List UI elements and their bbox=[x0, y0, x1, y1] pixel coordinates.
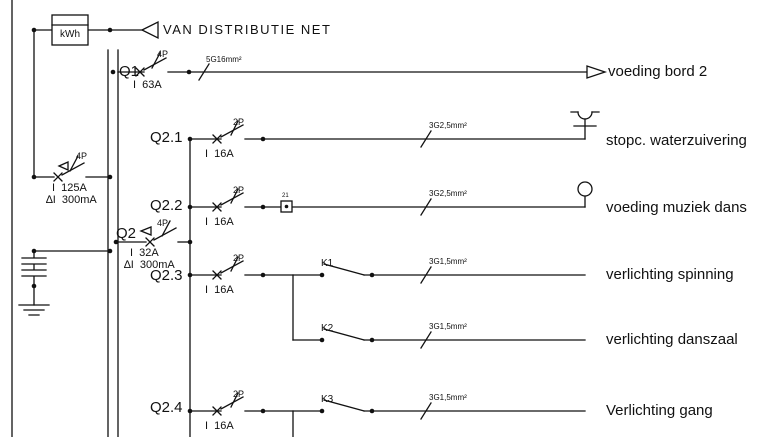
q22-cable-label: 3G2,5mm² bbox=[429, 189, 467, 198]
k3-cable-label: 3G1,5mm² bbox=[429, 393, 467, 402]
k1-cable-label: 3G1,5mm² bbox=[429, 257, 467, 266]
incoming-arrow-icon bbox=[142, 22, 158, 38]
q22-current: I 16A bbox=[205, 216, 234, 228]
socket-outlet-icon bbox=[571, 112, 599, 139]
q2-id: Q2 bbox=[116, 225, 137, 242]
k3-contactor-symbol bbox=[324, 400, 585, 419]
q24-poles: 2P bbox=[233, 389, 245, 399]
k2-id: K2 bbox=[321, 323, 334, 334]
q22-poles: 2P bbox=[233, 185, 245, 195]
q1-cable-label: 5G16mm² bbox=[206, 55, 242, 64]
k1-id: K1 bbox=[321, 258, 334, 269]
k3-id: K3 bbox=[321, 394, 334, 405]
q21-dest-label: stopc. waterzuivering bbox=[606, 132, 747, 149]
q2-diff: ∆I 300mA bbox=[124, 259, 175, 271]
kwh-meter-label: kWh bbox=[60, 29, 80, 40]
q2-poles: 4P bbox=[157, 218, 169, 228]
q21-poles: 2P bbox=[233, 117, 245, 127]
earth-branch bbox=[19, 251, 108, 315]
main-rcd-current: I 125A bbox=[52, 182, 87, 194]
main-rcd-diff: ∆I 300mA bbox=[46, 194, 97, 206]
q1-dest-label: voeding bord 2 bbox=[608, 63, 708, 80]
main-rcd-poles: 4P bbox=[76, 151, 88, 161]
q22-breaker-symbol bbox=[190, 189, 585, 215]
q1-dest-arrow-icon bbox=[587, 66, 605, 78]
q2-current: I 32A bbox=[130, 247, 159, 259]
q24-current: I 16A bbox=[205, 420, 234, 432]
q23-current: I 16A bbox=[205, 284, 234, 296]
junction-dots bbox=[32, 28, 375, 414]
q1-breaker-symbol bbox=[118, 53, 587, 80]
q1-current: I 63A bbox=[133, 79, 162, 91]
q22-dest-label: voeding muziek dans bbox=[606, 199, 747, 216]
q21-id: Q2.1 bbox=[150, 129, 183, 146]
q23-id: Q2.3 bbox=[150, 267, 183, 284]
q23-breaker-symbol bbox=[190, 257, 322, 340]
q24-id: Q2.4 bbox=[150, 399, 183, 416]
q22-id: Q2.2 bbox=[150, 197, 183, 214]
q21-current: I 16A bbox=[205, 148, 234, 160]
q21-cable-label: 3G2,5mm² bbox=[429, 121, 467, 130]
incoming-source-label: VAN DISTRIBUTIE NET bbox=[163, 22, 332, 37]
main-rcd-symbol bbox=[34, 156, 108, 181]
q21-breaker-symbol bbox=[190, 121, 585, 147]
k2-dest-label: verlichting danszaal bbox=[606, 331, 738, 348]
k1-dest-label: verlichting spinning bbox=[606, 266, 734, 283]
k2-contactor-symbol bbox=[293, 329, 585, 348]
q1-poles: 4P bbox=[157, 49, 169, 59]
q23-poles: 2P bbox=[233, 253, 245, 263]
k2-cable-label: 3G1,5mm² bbox=[429, 322, 467, 331]
k3-dest-label: Verlichting gang bbox=[606, 402, 713, 419]
inline-device-icon bbox=[281, 201, 292, 212]
earth-ground-icon bbox=[19, 305, 49, 315]
outlet-point-icon bbox=[578, 182, 592, 207]
q22-device-tag: 21 bbox=[282, 193, 289, 199]
q1-id: Q1 bbox=[119, 63, 140, 80]
incoming-wire bbox=[34, 30, 142, 177]
k1-contactor-symbol bbox=[324, 264, 585, 283]
